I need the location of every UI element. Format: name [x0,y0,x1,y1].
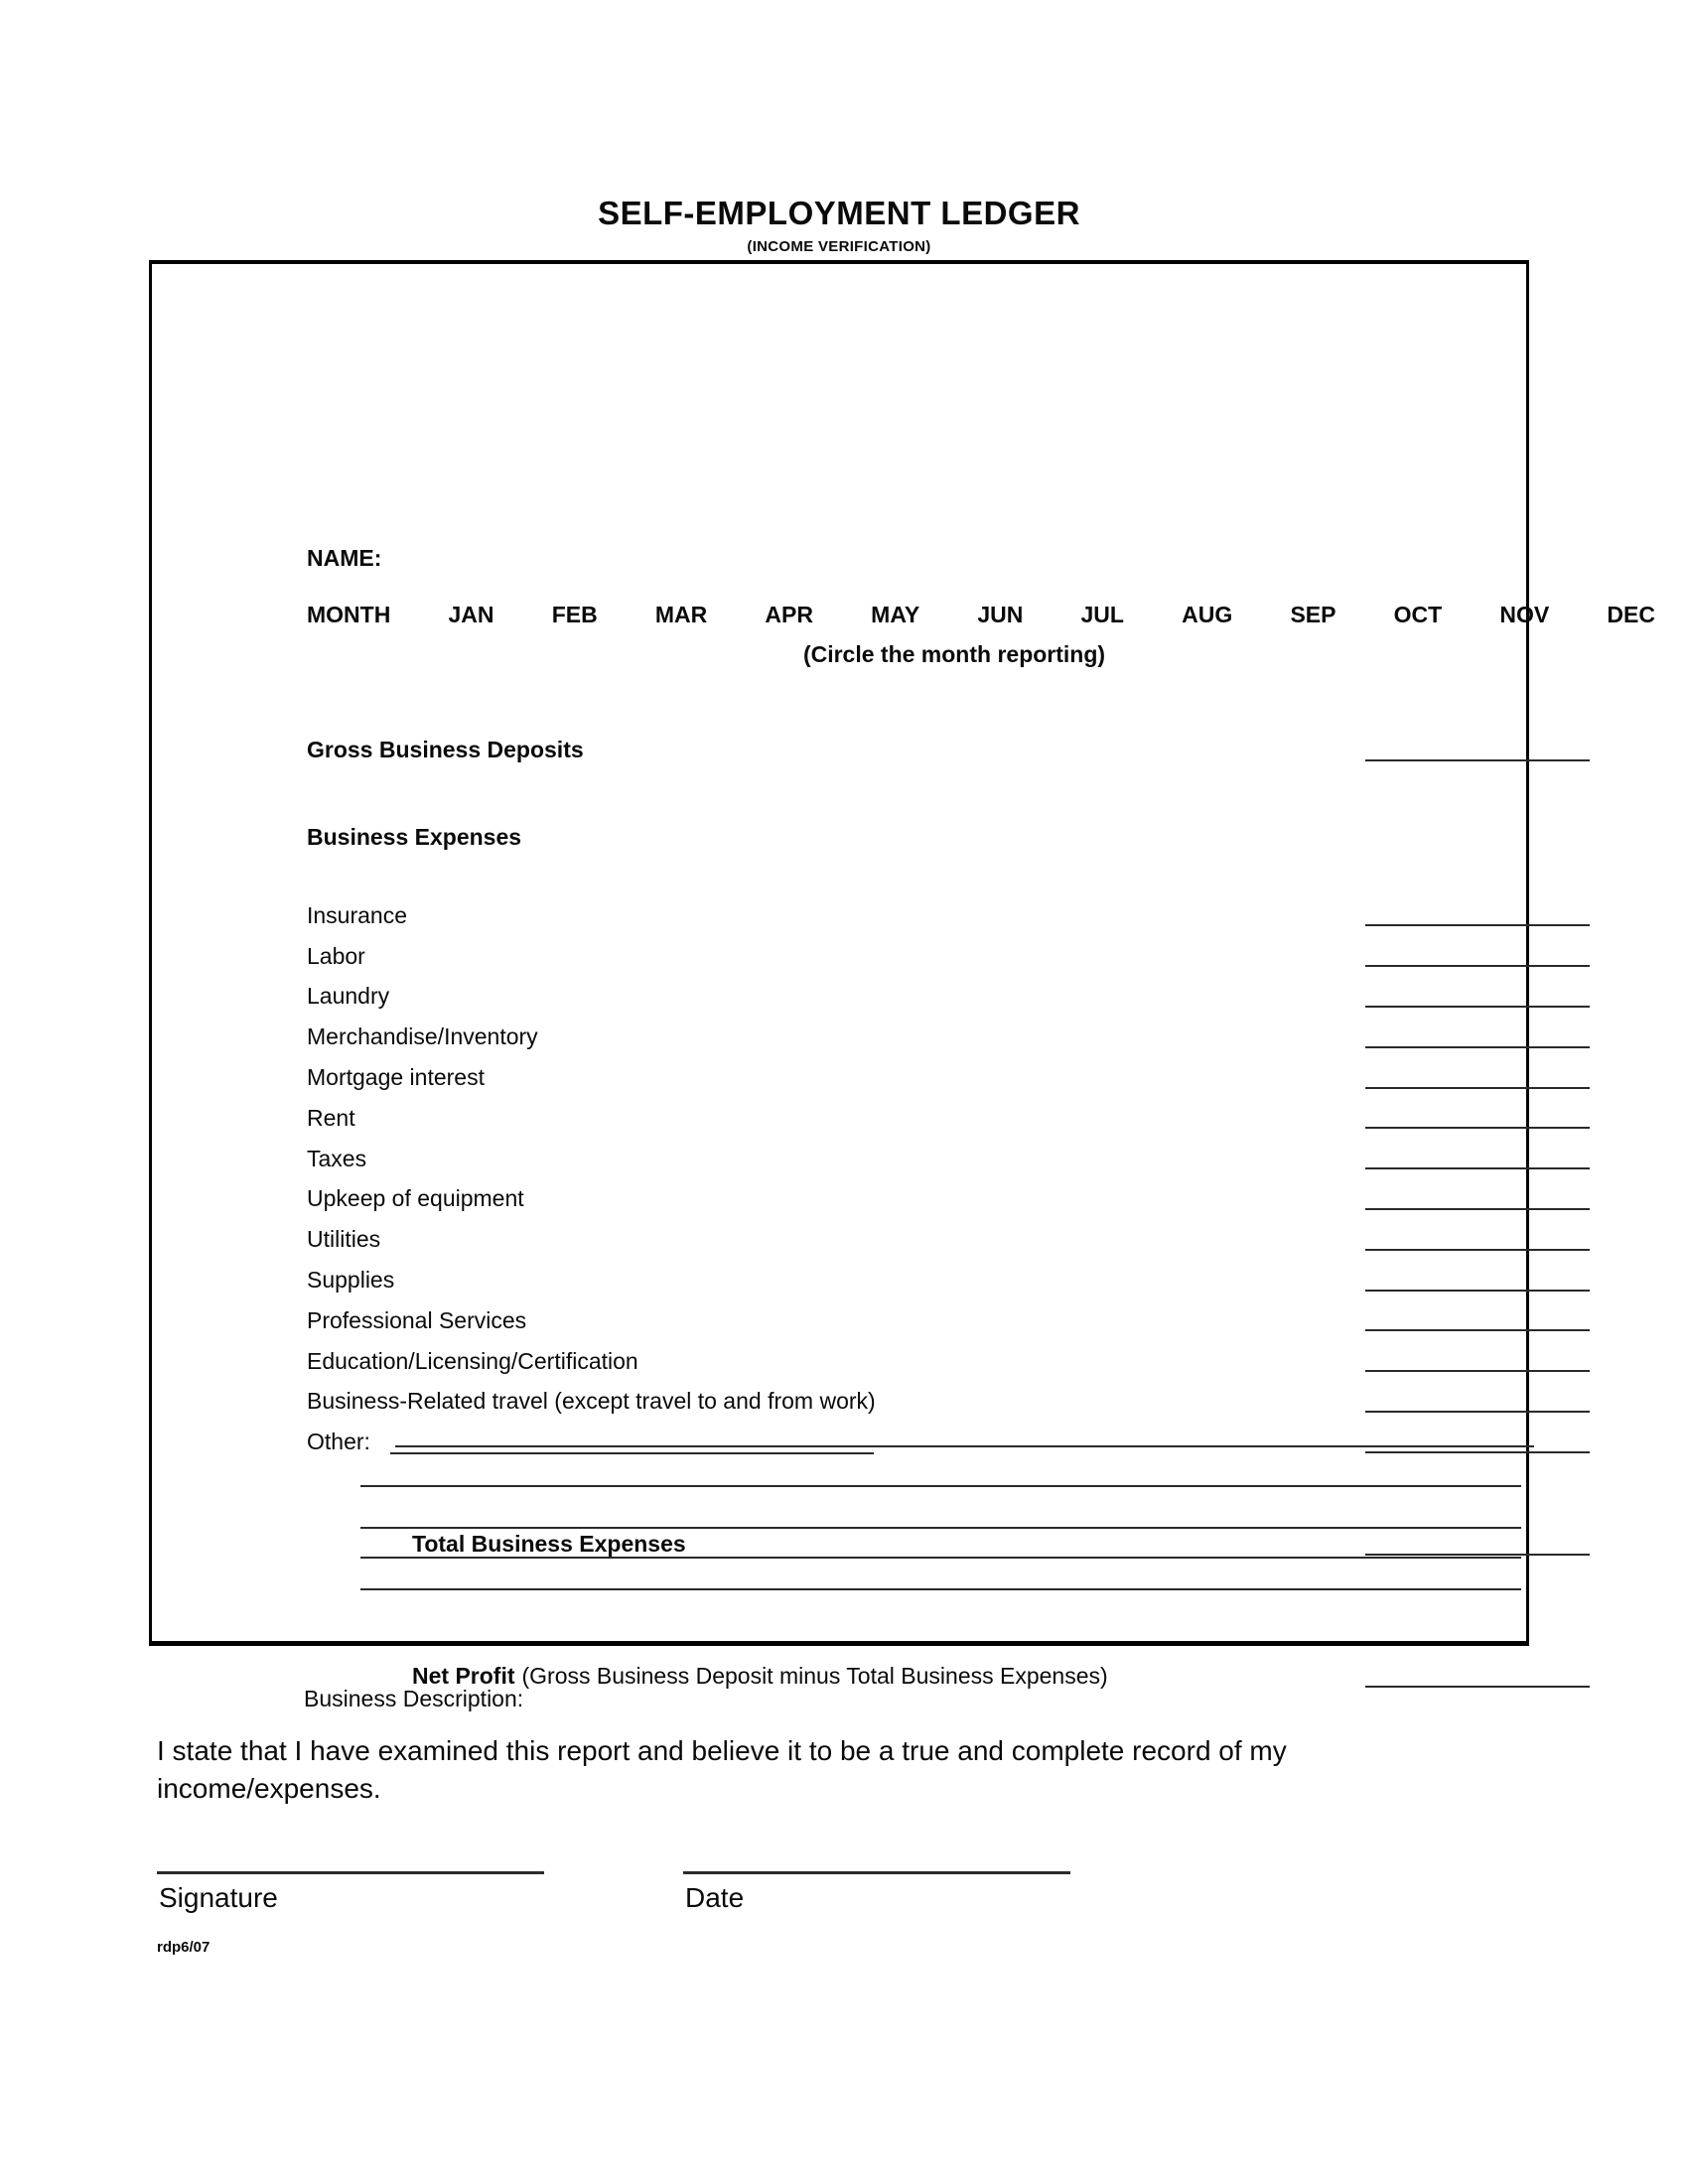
expense-amount-line[interactable] [1365,1411,1590,1413]
expense-amount-line[interactable] [1365,1290,1590,1292]
expense-label: Utilities [307,1226,381,1253]
expense-label: Merchandise/Inventory [307,1024,538,1050]
expense-amount-line[interactable] [1365,924,1590,926]
net-profit-label: Net Profit [412,1663,515,1689]
expense-label: Mortgage interest [307,1064,485,1091]
page-title: SELF-EMPLOYMENT LEDGER [598,195,1080,231]
expense-row-laundry [304,977,1678,1018]
description-extra-line[interactable] [360,1557,1521,1559]
description-extra-line[interactable] [360,1588,1521,1590]
expense-amount-line[interactable] [1365,1208,1590,1210]
expense-label: Upkeep of equipment [307,1185,524,1212]
month-dec[interactable]: DEC [1607,602,1655,627]
expense-label: Laundry [307,983,390,1010]
other-text-line[interactable] [390,1452,874,1454]
month-jan[interactable]: JAN [448,602,494,627]
month-may[interactable]: MAY [871,602,920,627]
expense-row-supplies [304,1260,1678,1300]
total-expenses-label: Total Business Expenses [412,1531,686,1557]
page-subtitle: (INCOME VERIFICATION) [747,238,931,255]
expense-label: Insurance [307,901,408,928]
expense-amount-line[interactable] [1365,1249,1590,1251]
gross-deposits-line[interactable] [1365,759,1590,761]
description-extra-line[interactable] [360,1485,1521,1487]
expense-row-business-travel [304,1382,1678,1423]
expense-row-education [304,1341,1678,1382]
gross-deposits-row [304,730,1678,770]
expense-label: Education/Licensing/Certification [307,1347,638,1374]
expense-amount-line[interactable] [1365,1329,1590,1331]
expense-label: Rent [307,1104,355,1131]
expense-label: Labor [307,942,365,969]
expense-row-taxes [304,1139,1678,1179]
expense-label: Professional Services [307,1306,527,1333]
expense-amount-line[interactable] [1365,1006,1590,1008]
business-description-label: Business Description: [304,1686,524,1711]
expense-list [304,895,1678,1462]
net-profit-note: (Gross Business Deposit minus Total Business Expenses) [521,1663,1108,1689]
signature-line[interactable] [157,1871,544,1874]
date-line[interactable] [683,1871,1070,1874]
other-label: Other: [307,1429,370,1455]
gross-deposits-label: Gross Business Deposits [307,737,584,762]
signature-label: Signature [159,1882,278,1913]
expense-amount-line[interactable] [1365,1167,1590,1169]
expense-row-merchandise [304,1017,1678,1057]
expense-row-utilities [304,1219,1678,1260]
expense-row-insurance [304,895,1678,936]
expense-row-professional-services [304,1300,1678,1341]
expense-amount-line[interactable] [1365,965,1590,967]
expense-row-labor [304,936,1678,977]
description-extra-line[interactable] [360,1527,1521,1529]
declaration-statement: I state that I have examined this report and believe it to be a true and complete record of my income/expenses. [157,1735,1287,1804]
month-nov[interactable]: NOV [1499,602,1550,627]
total-expenses-line[interactable] [1365,1554,1590,1556]
date-label: Date [685,1882,745,1913]
month-jul[interactable]: JUL [1080,602,1124,627]
expense-amount-line[interactable] [1365,1451,1590,1453]
expense-row-upkeep [304,1179,1678,1220]
circle-month-instruction: (Circle the month reporting) [802,641,1106,667]
expense-row-rent [304,1098,1678,1139]
business-expenses-heading: Business Expenses [307,824,522,850]
form-revision-code: rdp6/07 [157,1939,211,1956]
expense-row-mortgage [304,1057,1678,1098]
name-label: NAME: [307,545,382,571]
month-mar[interactable]: MAR [654,602,708,627]
expense-amount-line[interactable] [1365,1127,1590,1129]
expense-label: Supplies [307,1267,395,1294]
expense-amount-line[interactable] [1365,1370,1590,1372]
expense-amount-line[interactable] [1365,1046,1590,1048]
month-row-label: MONTH [307,602,391,627]
month-row [307,602,1655,628]
month-feb[interactable]: FEB [551,602,598,627]
month-apr[interactable]: APR [765,602,813,627]
month-aug[interactable]: AUG [1182,602,1233,627]
net-profit-line[interactable] [1365,1686,1590,1688]
month-sep[interactable]: SEP [1290,602,1336,627]
expense-amount-line[interactable] [1365,1087,1590,1089]
expense-row-other [304,1422,1678,1462]
ledger-form-box [149,260,1655,1711]
expense-label: Taxes [307,1145,367,1171]
business-description-line[interactable] [395,1445,1534,1447]
month-jun[interactable]: JUN [977,602,1024,627]
month-oct[interactable]: OCT [1393,602,1443,627]
expense-label: Business-Related travel (except travel to and from work) [307,1388,876,1415]
